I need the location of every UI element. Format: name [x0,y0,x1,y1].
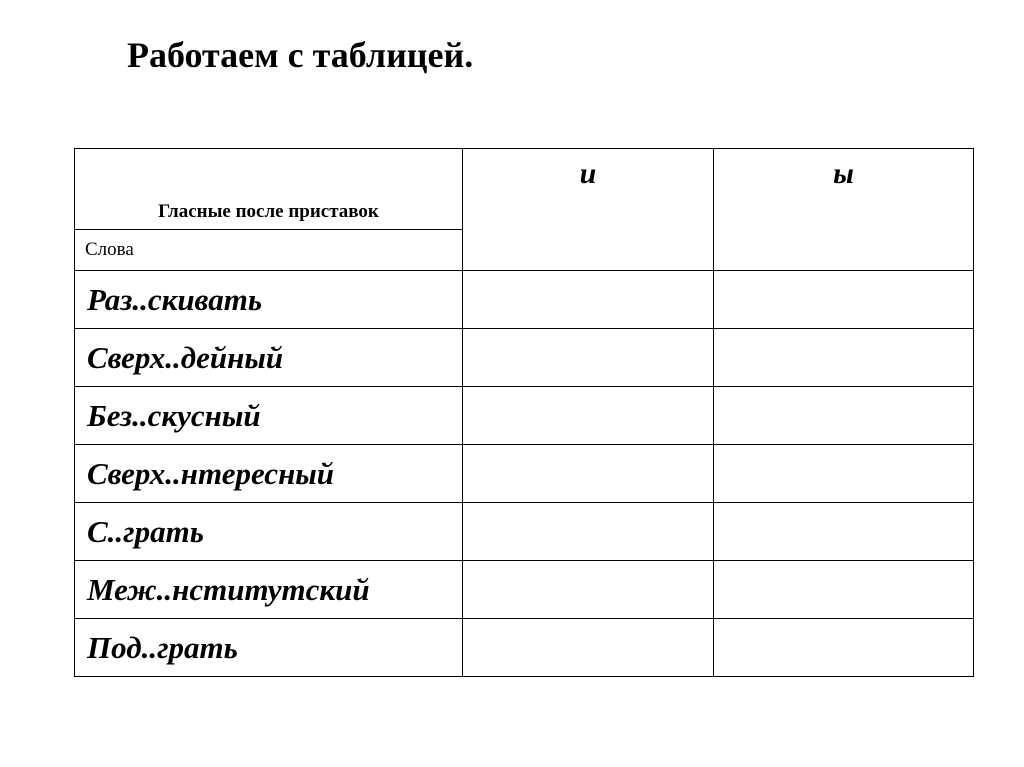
table-row [75,503,974,561]
table-header-row [75,149,974,230]
vowel-table [74,148,974,677]
answer-cell-y[interactable] [714,329,974,387]
answer-cell-y[interactable] [714,271,974,329]
column-header-i-cell [463,149,714,271]
answer-cell-i[interactable] [463,503,714,561]
answer-cell-i[interactable] [463,387,714,445]
answer-cell-i[interactable] [463,271,714,329]
word-cell: С..грать [75,503,463,561]
page-title: Работаем с таблицей. [127,35,474,75]
table-row [75,619,974,677]
answer-cell-i[interactable] [463,329,714,387]
header-words: Слова [75,230,463,271]
answer-cell-y[interactable] [714,619,974,677]
table-row [75,445,974,503]
header-vowels-after-prefixes-cell [75,149,463,230]
column-header-y: ы [833,157,854,190]
answer-cell-i[interactable] [463,561,714,619]
header-vowels-after-prefixes: Гласные после приставок [158,201,379,222]
word-cell: Сверх..дейный [75,329,463,387]
answer-cell-y[interactable] [714,387,974,445]
word-cell: Меж..нститутский [75,561,463,619]
word-cell: Под..грать [75,619,463,677]
column-header-i: и [579,157,597,190]
word-cell: Раз..скивать [75,271,463,329]
table-row [75,561,974,619]
table-row [75,387,974,445]
answer-cell-i[interactable] [463,445,714,503]
word-cell: Сверх..нтересный [75,445,463,503]
column-header-y-cell [714,149,974,271]
answer-cell-y[interactable] [714,561,974,619]
answer-cell-y[interactable] [714,503,974,561]
answer-cell-y[interactable] [714,445,974,503]
answer-cell-i[interactable] [463,619,714,677]
table-row [75,329,974,387]
table-row [75,271,974,329]
word-cell: Без..скусный [75,387,463,445]
